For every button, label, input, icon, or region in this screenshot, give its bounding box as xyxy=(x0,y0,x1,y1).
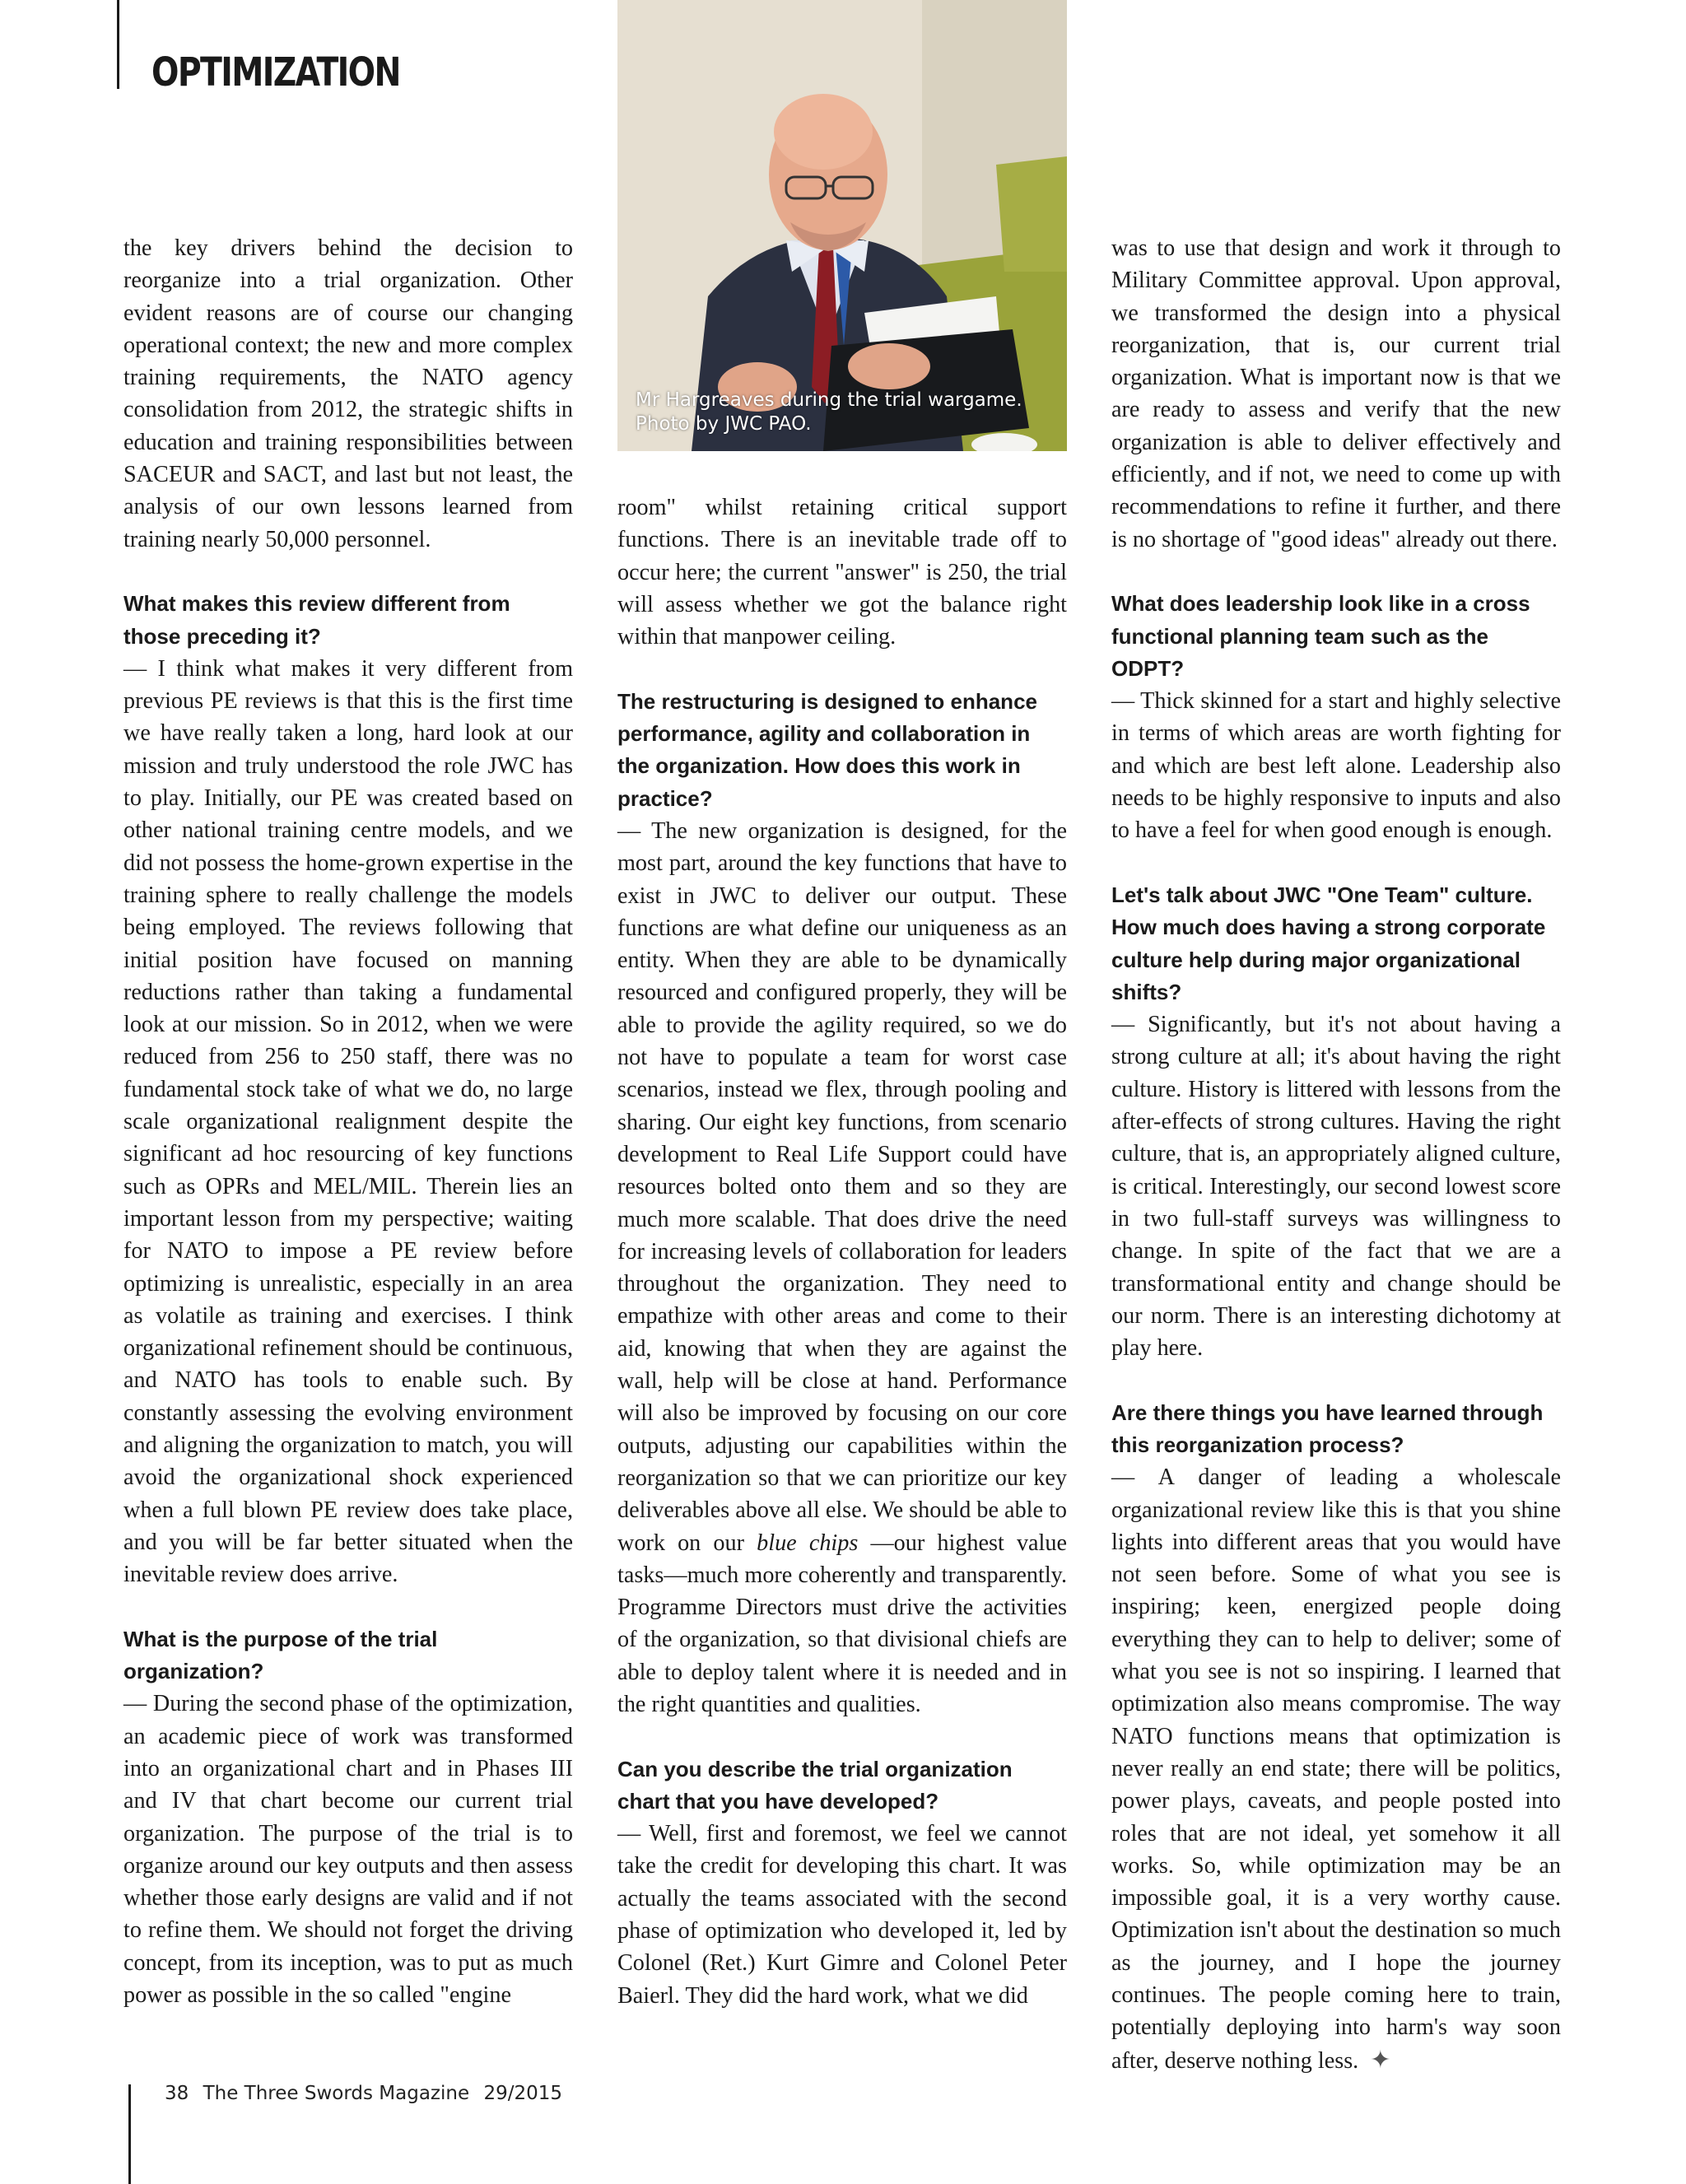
interview-answer: — Thick skinned for a start and highly selective in terms of which areas are worth fighting for and which are best left alone. Leadership also needs to be highly responsive to inputs and also to have a feel for when good enough is enough. xyxy=(1111,688,1561,844)
interview-question: The restructuring is designed to enhance performance, agility and collaboration in the organization. How does this work in practice? xyxy=(617,688,1037,811)
answer-text: —our highest value tasks—much more coherently and transparently. Programme Directors must drive the activities of the organization, so that divisional chiefs are able to deploy talent where it is needed and in the right quantities and qualities. xyxy=(617,1530,1067,1717)
photo-illustration xyxy=(617,0,1067,451)
article-column-3 xyxy=(1111,232,1561,2077)
interview-question: What does leadership look like in a cross functional planning team such as the ODPT? xyxy=(1111,591,1530,681)
end-mark-icon: ✦ xyxy=(1370,2046,1391,2074)
interview-answer xyxy=(1111,1461,1561,2077)
photo-credit: Photo by JWC PAO. xyxy=(636,413,812,435)
magazine-name: The Three Swords Magazine xyxy=(203,2083,470,2104)
article-column-1 xyxy=(123,232,573,2011)
article-photo xyxy=(617,0,1067,451)
answer-text: — The new organization is designed, for the most part, around the key functions that have to exist in JWC to deliver our output. These functions are what define our uniqueness as an entity. When they are able to be dynamically resourced and configured properly, they will be able to provide the agility required, so we do not have to populate a team for worst case scenarios, instead we flex, through pooling and sharing. Our eight key functions, from scenario development to Real Life Support could have resources bolted onto them and so they are much more scalable. That does drive the need for increasing levels of collaboration for leaders throughout the organization. They need to empathize with other areas and come to their aid, knowing that when they are against the wall, help will be close at hand. Performance will also be improved by focusing on our core outputs, adjusting our capabilities within the reorganization so that we can prioritize our key deliverables above all else. We should be able to work on our xyxy=(617,817,1067,1556)
photo-caption-line: Mr Hargreaves during the trial wargame. xyxy=(636,389,1022,411)
issue-number: 29/2015 xyxy=(483,2083,562,2104)
section-title: OPTIMIZATION xyxy=(151,49,400,95)
footer-rule xyxy=(128,2084,131,2184)
interview-question: What makes this review different from those preceding it? xyxy=(123,591,510,649)
interview-question: Are there things you have learned through this reorganization process? xyxy=(1111,1399,1544,1457)
page-footer xyxy=(165,2081,571,2106)
interview-answer: — I think what makes it very different from previous PE reviews is that this is the first time we have really taken a long, hard look at our mission and truly understood the role JWC has to play. Initially, our PE was created based on other national training centre models, and we did not possess the home-grown expertise in the training sphere to really challenge the models being employed. The reviews following that initial position have focused on manning reductions rather than taking a fundamental look at our mission. So in 2012, when we were reduced from 256 to 250 staff, there was no fundamental stock take of what we do, no large scale organizational realignment despite the significant ad hoc resourcing of key functions such as OPRs and MEL/MIL. Therein lies an important lesson from my perspective; waiting for NATO to impose a PE review before optimizing is unrealistic, especially in an area as volatile as training and exercises. I think organizational refinement should be continuous, and NATO has tools to enable such. By constantly assessing the evolving environment and aligning the organization to match, you will avoid the organizational shock experienced when a full blown PE review does take place, and you will be far better situated when the inevitable review does arrive. xyxy=(123,655,573,1588)
interview-question: What is the purpose of the trial organization? xyxy=(123,1626,438,1684)
answer-emphasis: blue chips xyxy=(757,1530,859,1556)
interview-answer: — Well, first and foremost, we feel we cannot take the credit for developing this chart. It was actually the teams associated with the second phase of optimization who developed it, led by Colonel (Ret.) Kurt Gimre and Colonel Peter Baierl. They did the hard work, what we did xyxy=(617,1821,1067,2009)
interview-question: Can you describe the trial organization chart that you have developed? xyxy=(617,1756,1013,1814)
interview-answer: — Significantly, but it's not about having a strong culture at all; it's about having the right culture. History is littered with lessons from the after-effects of strong cultures. Having the right culture, that is, an appropriately aligned culture, is critical. Interestingly, our second lowest score in two full-staff surveys was willingness to change. In spite of the fact that we are a transformational entity and change should be our norm. There is an interesting dichotomy at play here. xyxy=(1111,1012,1561,1362)
interview-answer: — During the second phase of the optimization, an academic piece of work was transformed into an organizational chart and in Phases III and IV that chart become our current trial organization. The purpose of the trial is to organize around our key outputs and then assess whether those early designs are valid and if not to refine them. We should not forget the driving concept, from its inception, was to put as much power as possible in the so called "engine xyxy=(123,1691,573,2009)
article-column-2 xyxy=(617,491,1067,2012)
paragraph: the key drivers behind the decision to reorganize into a trial organization. Other evident reasons are of course our changing operational context; the new and more complex training requirements, the NATO agency consolidation from 2012, the strategic shifts in education and training responsibilities between SACEUR and SACT, and last but not least, the analysis of our own lessons learned from training nearly 50,000 personnel. xyxy=(123,235,573,552)
interview-question: Let's talk about JWC "One Team" culture. How much does having a strong corporate culture help during major organizational shifts? xyxy=(1111,882,1546,1004)
answer-text: — A danger of leading a wholescale organizational review like this is that you shine lights into different areas that you would have not seen before. Some of what you see is inspiring; keen, energized people doing everything they can to help to deliver; some of what you see is not so inspiring. I learned that optimization also means compromise. The way NATO functions means that optimization is never really an end state; there will be politics, power plays, caveats, and people posted into roles that are not ideal, yet somehow it all works. So, while optimization may be an impossible goal, it is a very worthy cause. Optimization isn't about the destination so much as the journey, and I hope the journey continues. The people coming here to train, potentially deploying into harm's way soon after, deserve nothing less. xyxy=(1111,1465,1561,2074)
paragraph: was to use that design and work it through to Military Committee approval. Upon approval, we transformed the design into a physical reorganization, that is, our current trial organization. What is important now is that we are ready to assess and verify that the new organization is able to deliver effectively and efficiently, and if not, we need to come up with recommendations to refine it further, and there is no shortage of "good ideas" already out there. xyxy=(1111,235,1561,552)
photo-caption xyxy=(636,389,1022,436)
section-rule xyxy=(117,0,119,89)
paragraph: room" whilst retaining critical support functions. There is an inevitable trade off to occur here; the current "answer" is 250, the trial will assess whether we got the balance right within that manpower ceiling. xyxy=(617,495,1067,650)
page-number: 38 xyxy=(165,2083,189,2104)
interview-answer xyxy=(617,815,1067,1721)
